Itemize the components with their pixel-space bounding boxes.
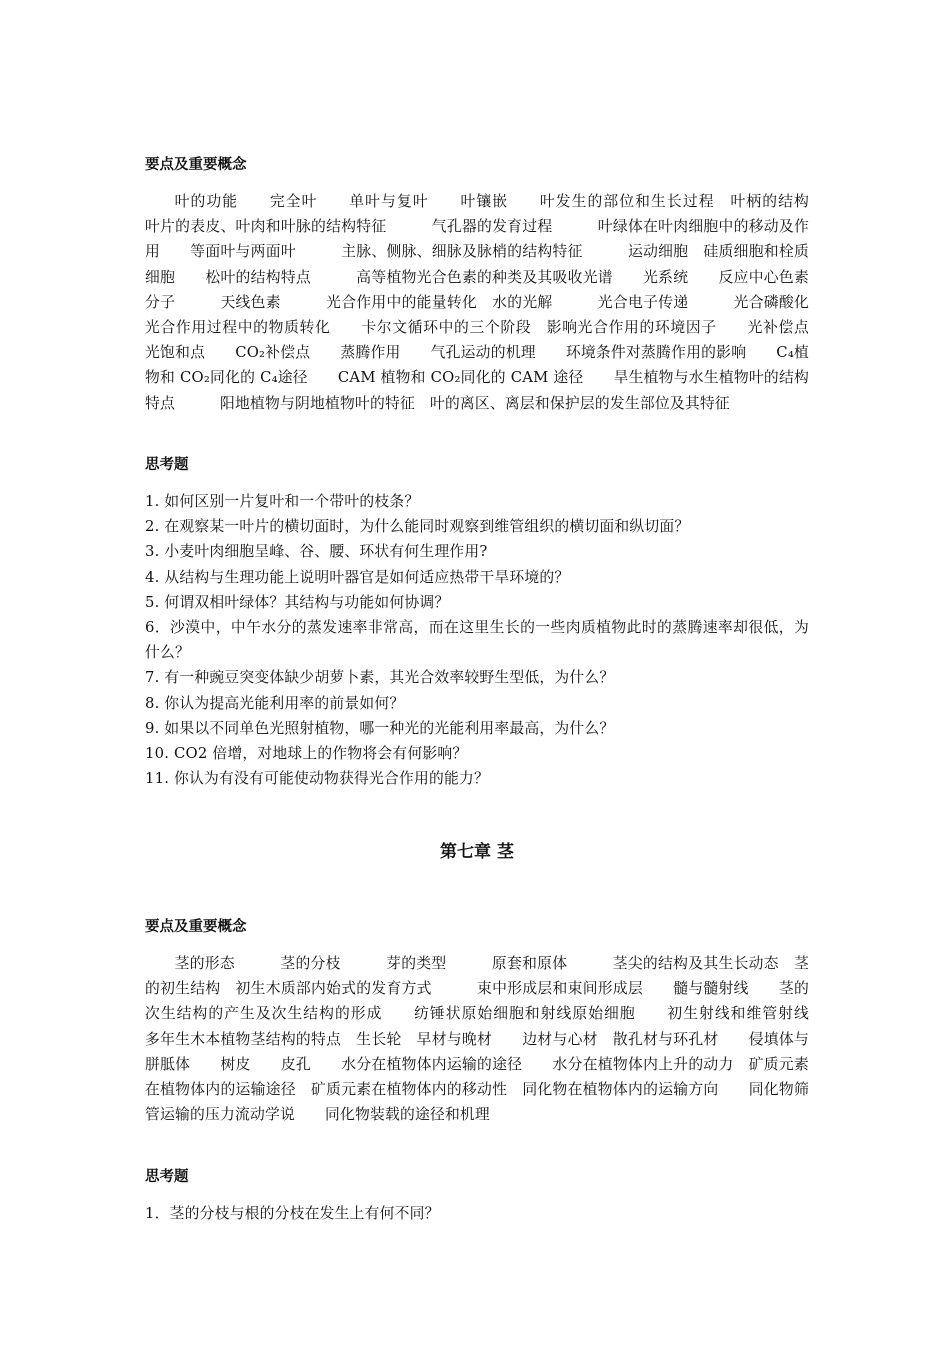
section-heading-questions: 思考题 — [145, 457, 189, 473]
question-item: 3. 小麦叶肉细胞呈峰、谷、腰、环状有何生理作用? — [145, 543, 488, 561]
question-item: 2. 在观察某一叶片的横切面时，为什么能同时观察到维管组织的横切面和纵切面？ — [145, 518, 690, 536]
question-item: 10. CO2 倍增，对地球上的作物将会有何影响？ — [145, 745, 468, 763]
question-item: 7. 有一种豌豆突变体缺少胡萝卜素，其光合效率较野生型低，为什么？ — [145, 669, 615, 687]
question-item: 1. 如何区别一片复叶和一个带叶的枝条？ — [145, 493, 420, 510]
question-item: 1．茎的分枝与根的分枝在发生上有何不同？ — [145, 1205, 440, 1222]
question-item: 9. 如果以不同单色光照射植物，哪一种光的光能利用率最高，为什么？ — [145, 719, 615, 737]
section-heading-key-concepts: 要点及重要概念 — [145, 919, 247, 935]
questions-list — [145, 489, 809, 791]
section-heading-key-concepts: 要点及重要概念 — [145, 157, 247, 173]
questions-list — [145, 1201, 809, 1226]
question-item: 5. 何谓双相叶绿体？其结构与功能如何协调？ — [145, 593, 450, 611]
section-heading-questions: 思考题 — [145, 1169, 189, 1185]
question-item: 4. 从结构与生理功能上说明叶器官是如何适应热带干旱环境的？ — [145, 568, 570, 586]
chapter-title: 第七章 茎 — [440, 842, 514, 862]
key-concepts-paragraph: 茎的形态 茎的分枝 芽的类型 原套和原体 茎尖的结构及其生长动态 茎的初生结构 初生木质部内始式的发育方式 束中形成层和束间形成层 髓与髓射线 茎的次生结构的产生及次生结构的形成 纺锤状原始细胞和射线原始细胞 初生射线和维管射线 多年生木本植物茎结构的特点 生长轮 早材与晚材 边材与心材 散孔材与环孔材 侵填体与胼胝体 树皮 皮孔 水分在植物体内运输的途径 水分在植物体内上升的动力 矿质元素在植物体内的运输途径 矿质元素在植物体内的移动性 同化物在植物体内的运输方向 同化物筛管运输的压力流动学说 同化物装载的途径和机理 — [145, 955, 839, 1124]
question-item: 11. 你认为有没有可能使动物获得光合作用的能力？ — [145, 770, 489, 788]
question-item: 8. 你认为提高光能利用率的前景如何？ — [145, 694, 405, 712]
question-item: 6．沙漠中，中午水分的蒸发速率非常高，而在这里生长的一些肉质植物此时的蒸腾速率却很低，为什么？ — [145, 619, 809, 662]
key-concepts-paragraph: 叶的功能 完全叶 单叶与复叶 叶镶嵌 叶发生的部位和生长过程 叶柄的结构 叶片的表皮、叶肉和叶脉的结构特征 气孔器的发育过程 叶绿体在叶肉细胞中的移动及作用 等面叶与两面叶 主脉、侧脉、细脉及脉梢的结构特征 运动细胞 硅质细胞和栓质细胞 松叶的结构特点 高等植物光合色素的种类及其吸收光谱 光系统 反应中心色素分子 天线色素 光合作用中的能量转化 水的光解 光合电子传递 光合磷酸化 光合作用过程中的物质转化 卡尔文循环中的三个阶段 影响光合作用的环境因子 光补偿点 光饱和点 CO₂补偿点 蒸腾作用 气孔运动的机理 环境条件对蒸腾作用的影响 C₄植物和 CO₂同化的 C₄途径 CAM 植物和 CO₂同化的 CAM 途径 旱生植物与水生植物叶的结构特点 阳地植物与阴地植物叶的特征 叶的离区、离层和保护层的发生部位及其特征 — [145, 193, 854, 412]
